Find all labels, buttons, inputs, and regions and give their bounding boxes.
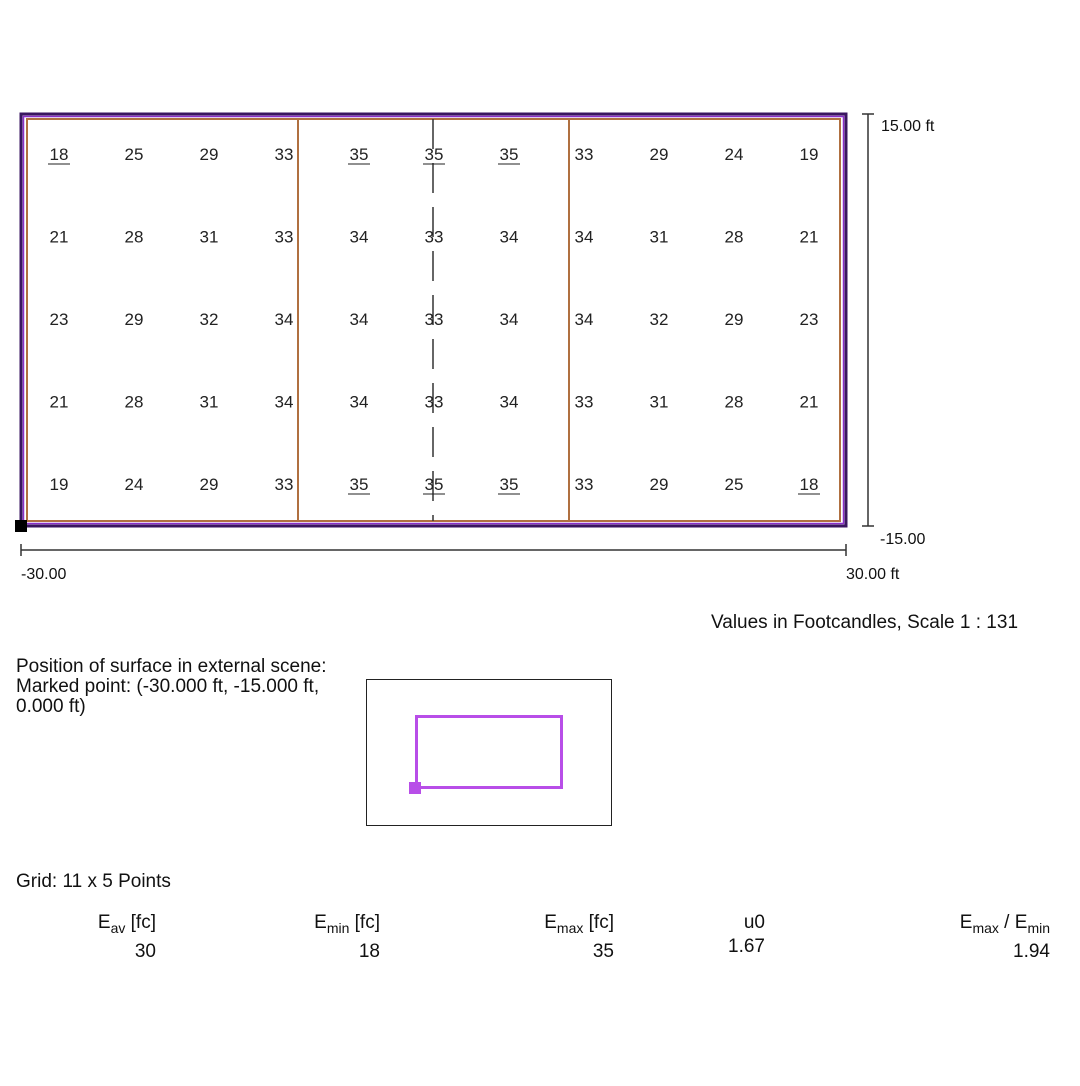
grid-value: 33: [274, 475, 294, 494]
stat-emin-value: 18: [358, 941, 380, 962]
grid-value: 21: [799, 227, 819, 247]
stat-eav-value: 30: [134, 941, 156, 962]
grid-value: 33: [574, 475, 594, 494]
grid-value: 31: [199, 392, 219, 412]
dimension-top-label: 15.00 ft: [881, 118, 935, 135]
grid-value: 23: [49, 310, 69, 329]
grid-value: 34: [274, 310, 294, 329]
grid-value: 18: [49, 145, 69, 164]
grid-value: 34: [499, 392, 519, 412]
grid-value: 34: [349, 392, 369, 412]
grid-value: 31: [649, 392, 669, 412]
grid-value: 24: [724, 145, 744, 164]
grid-values: [48, 145, 820, 494]
grid-value: 35: [349, 145, 369, 164]
grid-value: 35: [349, 475, 369, 494]
scale-note: Values in Footcandles, Scale 1 : 131: [711, 612, 1019, 633]
grid-value: 29: [199, 145, 219, 164]
stat-u0: [728, 912, 765, 958]
grid-value: 31: [649, 227, 669, 247]
grid-value: 35: [424, 145, 444, 164]
stat-emin: [314, 912, 380, 963]
grid-value: 28: [124, 227, 144, 247]
stat-ratio: [960, 912, 1050, 963]
stat-eav-label: $E_{av}$ [fc]: [97, 912, 156, 936]
grid-value: 34: [499, 227, 519, 247]
grid-value: 29: [649, 475, 669, 494]
grid-value: 21: [49, 227, 69, 247]
grid-value: 35: [499, 145, 519, 164]
grid-value: 33: [274, 227, 294, 247]
stat-emax: [544, 912, 614, 963]
marked-point-line-1: Marked point: (-30.000 ft, -15.000 ft,: [16, 676, 320, 697]
grid-value: 24: [124, 475, 144, 494]
grid-value: 34: [349, 310, 369, 329]
marked-point: [15, 520, 27, 532]
grid-value: 33: [424, 392, 444, 412]
marked-point-line-2: 0.000 ft): [16, 696, 86, 717]
grid-value: 35: [424, 475, 444, 494]
minimap-surface-outline: [415, 715, 563, 789]
grid-value: 25: [124, 145, 144, 164]
grid-value: 34: [349, 227, 369, 247]
scene-minimap: [366, 679, 612, 826]
grid-value: 19: [49, 475, 69, 494]
grid-value: 31: [199, 227, 219, 247]
minimap-marked-point: [409, 782, 421, 794]
dimension-bottom-label: -15.00: [880, 531, 926, 548]
grid-value: 34: [499, 310, 519, 329]
grid-value: 33: [574, 145, 594, 164]
grid-value: 19: [799, 145, 819, 164]
grid-value: 21: [799, 392, 819, 412]
grid-value: 25: [724, 475, 744, 494]
grid-label: Grid: 11 x 5 Points: [16, 871, 171, 892]
grid-value: 34: [574, 227, 594, 247]
position-title: Position of surface in external scene:: [16, 656, 327, 677]
grid-value: 32: [199, 310, 219, 329]
stat-ratio-value: 1.94: [1013, 941, 1050, 962]
stat-emin-label: $E_{min}$ [fc]: [314, 912, 380, 936]
stat-ratio-label: $E_{max} / E_{min}$: [959, 912, 1050, 936]
grid-value: 21: [49, 392, 69, 412]
grid-value: 34: [574, 310, 594, 329]
grid-value: 28: [724, 392, 744, 412]
grid-value: 33: [424, 310, 444, 329]
grid-value: 28: [724, 227, 744, 247]
grid-value: 33: [424, 227, 444, 247]
grid-value: 29: [199, 475, 219, 494]
stat-u0-label: u0: [743, 912, 765, 933]
grid-value: 18: [799, 475, 819, 494]
grid-value: 35: [499, 475, 519, 494]
dimension-left-label: -30.00: [21, 566, 67, 583]
grid-value: 33: [274, 145, 294, 164]
grid-value: 29: [724, 310, 744, 329]
grid-value: 29: [124, 310, 144, 329]
grid-value: 34: [274, 392, 294, 412]
stat-emax-label: $E_{max}$ [fc]: [544, 912, 614, 936]
grid-value: 28: [124, 392, 144, 412]
stat-u0-value: 1.67: [728, 936, 765, 957]
grid-value: 33: [574, 392, 594, 412]
stat-emax-value: 35: [592, 941, 614, 962]
dimension-right-label: 30.00 ft: [846, 566, 900, 583]
grid-value: 23: [799, 310, 819, 329]
grid-value: 29: [649, 145, 669, 164]
stat-eav: [98, 912, 156, 963]
grid-value: 32: [649, 310, 669, 329]
